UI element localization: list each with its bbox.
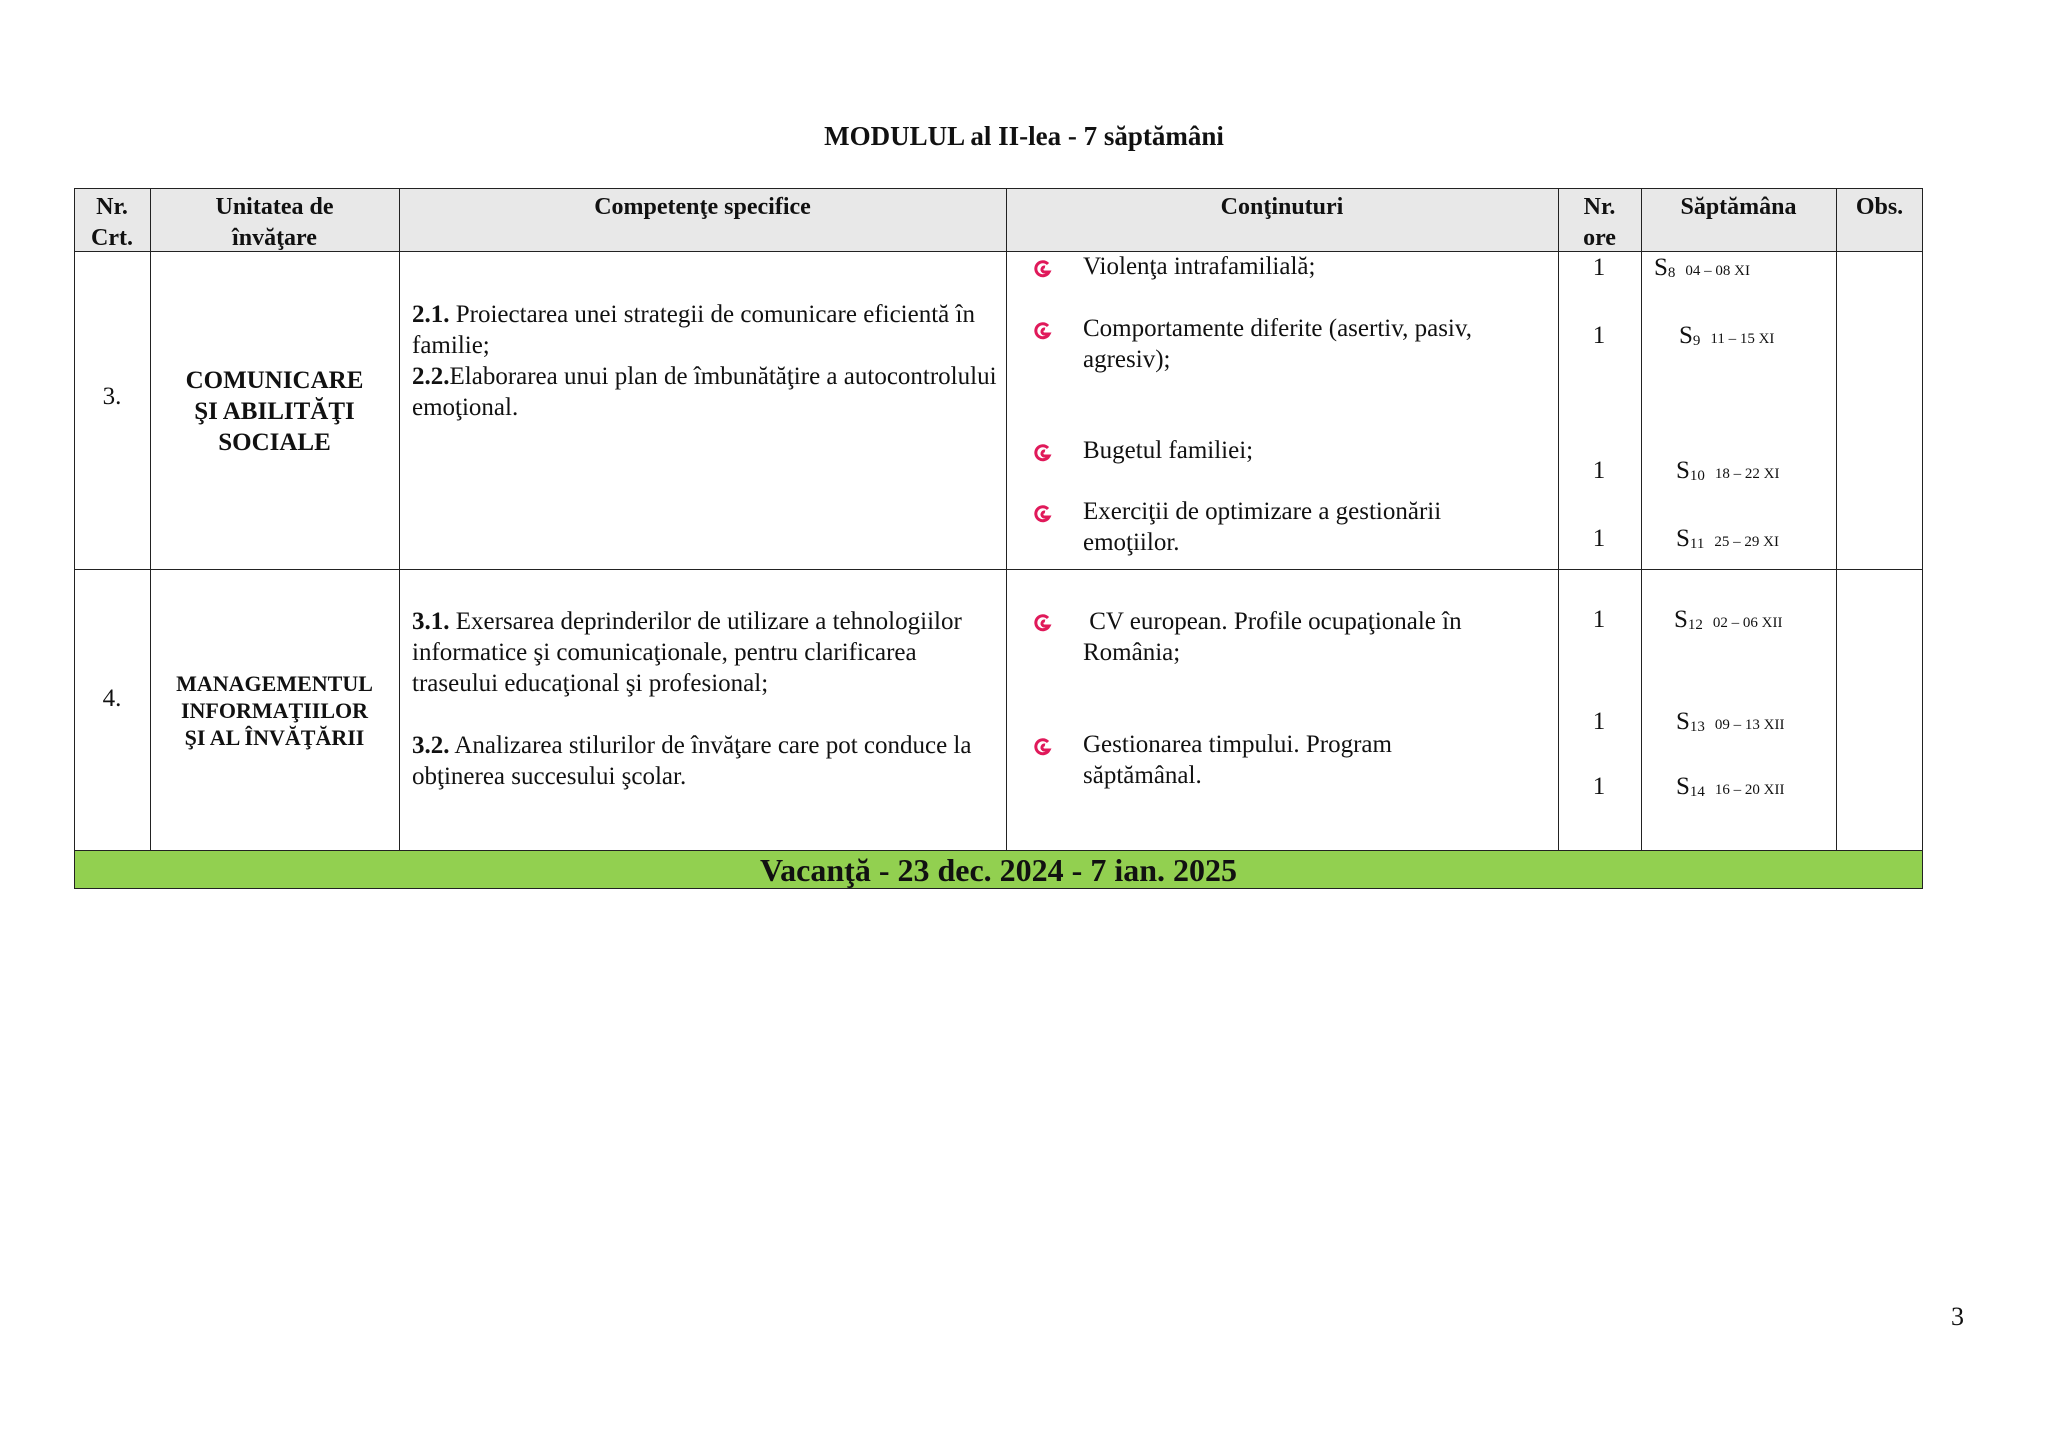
spiral-bullet-icon [1032, 442, 1054, 464]
header-saptamana: Săptămâna [1680, 194, 1797, 220]
vacation-banner: Vacanţă - 23 dec. 2024 - 7 ian. 2025 [74, 850, 1923, 889]
header-nr-crt: Nr. Crt. [91, 194, 133, 251]
header-competente: Competenţe specifice [594, 194, 811, 220]
schedule-table [74, 188, 1923, 889]
table-border [74, 188, 1923, 889]
spiral-bullet-icon [1032, 258, 1054, 280]
row-number: 4. [102, 685, 122, 712]
competence-text: 3.1. Exersarea deprinderilor de utilizare a tehnologiilor informatice şi comunicaţionale, pentru clarificarea traseului educaţional şi profesional; 3.2. Analizarea stilurilor de învăţare care pot conduce la obţinerea succesului şcolar. [412, 608, 972, 790]
hours-value: 1 [1592, 606, 1606, 633]
header-unitatea: Unitatea de învăţare [215, 194, 334, 251]
content-item: Bugetul familiei; [1083, 437, 1254, 464]
content-item: CV european. Profile ocupaţionale în România; [1083, 608, 1462, 666]
content-item: Exerciţii de optimizare a gestionării emoţiilor. [1083, 498, 1442, 556]
spiral-bullet-icon [1032, 503, 1054, 525]
row-number: 3. [102, 383, 122, 410]
hours-value: 1 [1592, 322, 1606, 349]
content-item: Violenţa intrafamilială; [1083, 253, 1316, 280]
content-item: Gestionarea timpului. Program săptămânal. [1083, 731, 1392, 789]
week-label: $S_{12}$ 02 – 06 XII [1674, 606, 1783, 633]
spiral-bullet-icon [1032, 612, 1054, 634]
unit-title: MANAGEMENTUL INFORMAŢIILOR ŞI AL ÎNVĂŢĂRII [176, 671, 373, 750]
hours-value: 1 [1592, 525, 1606, 552]
week-label: $S_{11}$ 25 – 29 XI [1676, 525, 1779, 552]
header-continuturi: Conţinuturi [1220, 194, 1344, 220]
header-nr-ore: Nr. ore [1583, 194, 1616, 251]
hours-value: 1 [1592, 457, 1606, 484]
hours-value: 1 [1592, 773, 1606, 800]
module-title: MODULUL al II-lea - 7 săptămâni [824, 121, 1224, 151]
hours-value: 1 [1592, 708, 1606, 735]
week-label: $S_{10}$ 18 – 22 XI [1676, 457, 1780, 484]
spiral-bullet-icon [1032, 320, 1054, 342]
week-label: $S_{13}$ 09 – 13 XII [1676, 708, 1785, 735]
hours-value: 1 [1592, 254, 1606, 281]
header-obs: Obs. [1855, 194, 1904, 220]
week-label: $S_{14}$ 16 – 20 XII [1676, 773, 1785, 800]
week-label: $S_8$ 04 – 08 XI [1654, 254, 1750, 281]
page-number: 3 [1951, 1302, 1964, 1331]
unit-title: COMUNICARE ŞI ABILITĂŢI SOCIALE [185, 367, 364, 456]
spiral-bullet-icon [1032, 736, 1054, 758]
week-label: $S_9$ 11 – 15 XI [1679, 322, 1775, 349]
competence-text: 2.1. Proiectarea unei strategii de comunicare eficientă în familie; 2.2.Elaborarea unui plan de îmbunătăţire a autocontrolului emoţional. [412, 301, 997, 421]
content-item: Comportamente diferite (asertiv, pasiv, agresiv); [1083, 315, 1472, 373]
